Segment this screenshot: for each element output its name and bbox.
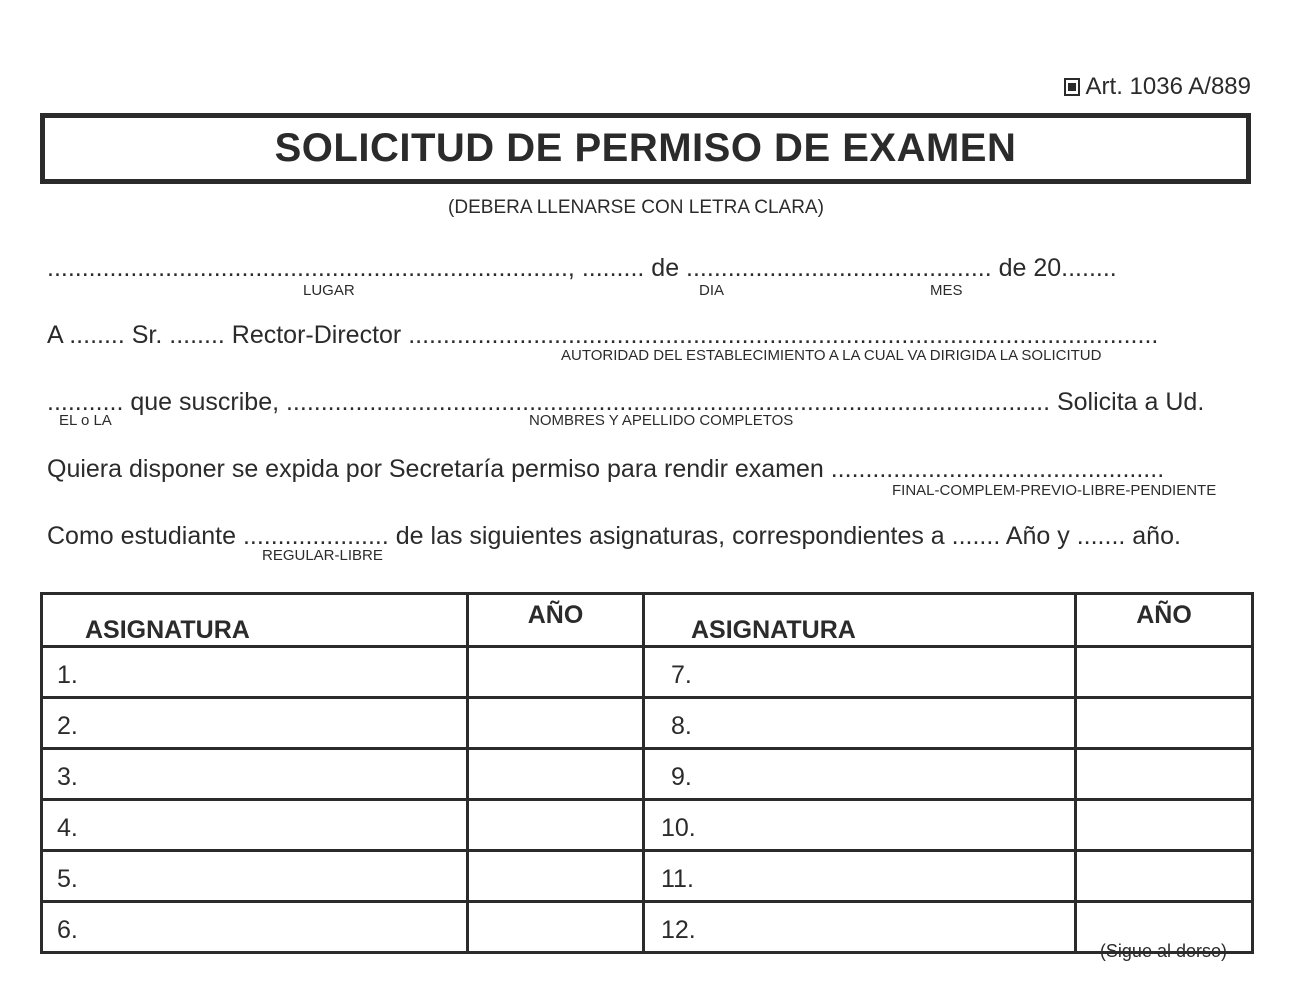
subject-cell[interactable]: 8. [644, 698, 1076, 749]
label-authority: AUTORIDAD DEL ESTABLECIMIENTO A LA CUAL VA DIRIGIDA LA SOLICITUD [561, 347, 1102, 364]
year-cell[interactable] [1076, 698, 1253, 749]
addressee-line[interactable]: A ........ Sr. ........ Rector-Director ............................................................................................................ [47, 321, 1159, 349]
date-place-line[interactable]: ..........................................................................., ......... de ............................................ de 20........ [47, 254, 1117, 282]
subject-cell[interactable]: 10. [644, 800, 1076, 851]
title-box [40, 113, 1251, 184]
year-cell[interactable] [1076, 749, 1253, 800]
header-subject-left: ASIGNATURA [42, 594, 468, 647]
label-day: DIA [699, 282, 725, 299]
header-subject-right: ASIGNATURA [644, 594, 1076, 647]
subject-cell[interactable]: 6. [42, 902, 468, 953]
year-cell[interactable] [468, 851, 644, 902]
subject-cell[interactable]: 12. [644, 902, 1076, 953]
year-cell[interactable] [468, 800, 644, 851]
subjects-table [40, 592, 1254, 954]
label-full-name: NOMBRES Y APELLIDO COMPLETOS [529, 412, 794, 429]
subject-cell[interactable]: 11. [644, 851, 1076, 902]
applicant-line[interactable]: ........... que suscribe, .............................................................................................................. Solicita a Ud. [47, 388, 1205, 416]
subject-cell[interactable]: 9. [644, 749, 1076, 800]
subject-cell[interactable]: 4. [42, 800, 468, 851]
subject-cell[interactable]: 2. [42, 698, 468, 749]
header-year-left: AÑO [468, 594, 644, 647]
label-student-status: REGULAR-LIBRE [262, 547, 383, 564]
publisher-logo-icon [1064, 78, 1080, 96]
table-row [42, 647, 1253, 698]
year-cell[interactable] [468, 749, 644, 800]
form-title: SOLICITUD DE PERMISO DE EXAMEN [274, 126, 1017, 170]
student-status-line[interactable]: Como estudiante ..................... de las siguientes asignaturas, correspondientes a ....... Año y ....... año. [47, 522, 1181, 550]
label-month: MES [930, 282, 963, 299]
header-year-right: AÑO [1076, 594, 1253, 647]
table-row [42, 749, 1253, 800]
continue-note: (Sigue al dorso) [1099, 941, 1227, 961]
label-exam-type: FINAL-COMPLEM-PREVIO-LIBRE-PENDIENTE [892, 482, 1217, 499]
year-cell[interactable] [1076, 851, 1253, 902]
subject-cell[interactable]: 1. [42, 647, 468, 698]
year-cell[interactable] [468, 902, 644, 953]
table-row [42, 851, 1253, 902]
year-cell[interactable] [468, 647, 644, 698]
subject-cell[interactable]: 3. [42, 749, 468, 800]
year-cell[interactable] [468, 698, 644, 749]
article-text: Art. 1036 A/889 [1085, 73, 1251, 100]
year-cell[interactable] [1076, 800, 1253, 851]
label-gender: EL o LA [59, 412, 112, 429]
table-row [42, 800, 1253, 851]
subject-cell[interactable]: 7. [644, 647, 1076, 698]
exam-type-line[interactable]: Quiera disponer se expida por Secretaría permiso para rendir examen ................................................ [47, 455, 1165, 483]
form-subtitle: (DEBERA LLENARSE CON LETRA CLARA) [448, 197, 824, 218]
table-header-row [42, 594, 1253, 647]
year-cell[interactable] [1076, 647, 1253, 698]
label-place: LUGAR [303, 282, 355, 299]
subject-cell[interactable]: 5. [42, 851, 468, 902]
article-number [1064, 73, 1251, 101]
table-row [42, 698, 1253, 749]
table-row [42, 902, 1253, 953]
